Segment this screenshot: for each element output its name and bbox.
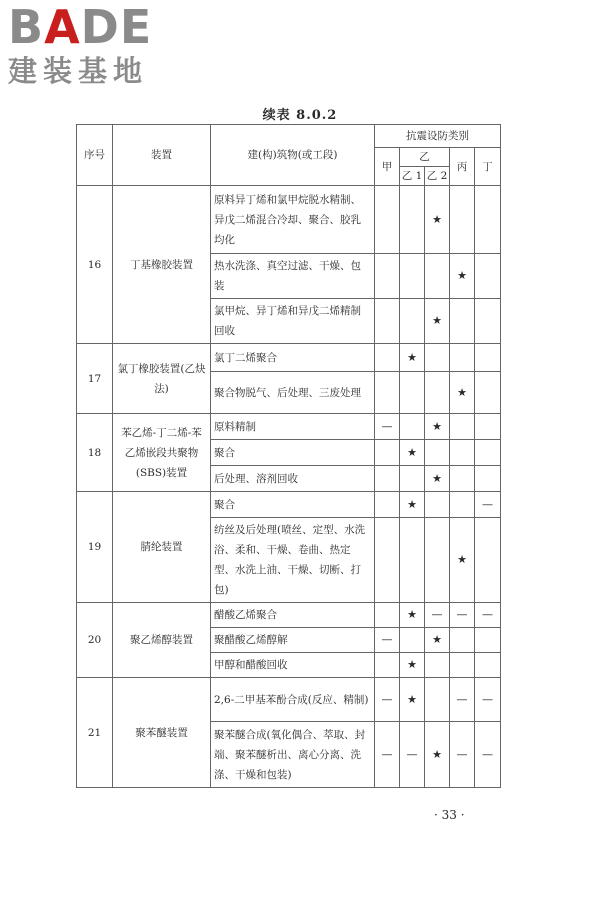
mark-ding: [475, 440, 501, 466]
row-seq-number: 19: [77, 492, 113, 603]
row-building-section: 原料精制: [211, 414, 375, 440]
header-jia: 甲: [375, 148, 400, 186]
seismic-category-table: [76, 124, 501, 788]
mark-bing: [450, 344, 475, 372]
mark-jia: [375, 492, 400, 518]
header-yi1: 乙 1: [400, 167, 425, 186]
mark-jia: —: [375, 628, 400, 653]
mark-yi2: [425, 492, 450, 518]
mark-jia: [375, 440, 400, 466]
row-building-section: 聚苯醚合成(氧化偶合、萃取、封端、聚苯醚析出、离心分离、洗涤、干燥和包装): [211, 722, 375, 788]
mark-ding: [475, 628, 501, 653]
mark-yi1: ★: [400, 653, 425, 678]
mark-yi2: ★: [425, 628, 450, 653]
mark-bing: [450, 466, 475, 492]
mark-yi1: [400, 299, 425, 344]
mark-yi1: ★: [400, 440, 425, 466]
mark-ding: [475, 466, 501, 492]
mark-yi1: ★: [400, 344, 425, 372]
row-seq-number: 20: [77, 603, 113, 678]
row-building-section: 聚合: [211, 492, 375, 518]
row-device-name: 聚苯醚装置: [113, 678, 211, 788]
row-building-section: 聚合物脱气、后处理、三废处理: [211, 372, 375, 414]
mark-yi1: ★: [400, 603, 425, 628]
mark-yi2: ★: [425, 466, 450, 492]
mark-ding: —: [475, 492, 501, 518]
mark-yi2: [425, 653, 450, 678]
header-device: 装置: [113, 125, 211, 186]
mark-yi2: —: [425, 603, 450, 628]
row-device-name: 苯乙烯-丁二烯-苯乙烯嵌段共聚物(SBS)装置: [113, 414, 211, 492]
row-device-name: 氯丁橡胶装置(乙炔法): [113, 344, 211, 414]
mark-bing: ★: [450, 518, 475, 603]
header-bing: 丙: [450, 148, 475, 186]
mark-yi1: ★: [400, 678, 425, 722]
mark-yi1: [400, 466, 425, 492]
mark-jia: —: [375, 678, 400, 722]
page-number: · 33 ·: [434, 808, 465, 822]
mark-yi2: [425, 254, 450, 299]
row-building-section: 氯丁二烯聚合: [211, 344, 375, 372]
mark-ding: —: [475, 722, 501, 788]
mark-bing: [450, 299, 475, 344]
row-seq-number: 21: [77, 678, 113, 788]
mark-bing: [450, 440, 475, 466]
mark-yi1: [400, 628, 425, 653]
mark-ding: [475, 653, 501, 678]
table-caption: 续表 8.0.2: [262, 108, 338, 123]
row-building-section: 2,6-二甲基苯酚合成(反应、精制): [211, 678, 375, 722]
mark-jia: [375, 466, 400, 492]
table-row: [77, 603, 501, 628]
mark-bing: ★: [450, 254, 475, 299]
table-row: [77, 414, 501, 440]
header-ding: 丁: [475, 148, 501, 186]
mark-bing: —: [450, 678, 475, 722]
mark-yi2: [425, 372, 450, 414]
table-row: [77, 344, 501, 372]
mark-ding: —: [475, 603, 501, 628]
mark-bing: [450, 414, 475, 440]
mark-yi1: [400, 372, 425, 414]
table-row: [77, 492, 501, 518]
row-building-section: 醋酸乙烯聚合: [211, 603, 375, 628]
mark-bing: [450, 186, 475, 254]
mark-ding: [475, 344, 501, 372]
row-device-name: 丁基橡胶装置: [113, 186, 211, 344]
logo: [8, 0, 208, 96]
mark-ding: —: [475, 678, 501, 722]
mark-jia: [375, 603, 400, 628]
mark-yi1: —: [400, 722, 425, 788]
mark-yi2: [425, 678, 450, 722]
mark-yi2: [425, 344, 450, 372]
logo-brand: BADE: [8, 0, 153, 54]
mark-yi1: [400, 186, 425, 254]
mark-jia: [375, 254, 400, 299]
mark-yi1: [400, 518, 425, 603]
row-seq-number: 16: [77, 186, 113, 344]
row-building-section: 热水洗涤、真空过滤、干燥、包装: [211, 254, 375, 299]
mark-jia: [375, 518, 400, 603]
mark-jia: [375, 186, 400, 254]
mark-ding: [475, 372, 501, 414]
row-building-section: 聚醋酸乙烯醇解: [211, 628, 375, 653]
mark-yi2: [425, 518, 450, 603]
row-seq-number: 18: [77, 414, 113, 492]
row-device-name: 腈纶装置: [113, 492, 211, 603]
mark-jia: —: [375, 414, 400, 440]
mark-jia: [375, 372, 400, 414]
mark-yi1: ★: [400, 492, 425, 518]
header-category: 抗震设防类别: [375, 125, 501, 148]
row-device-name: 聚乙烯醇装置: [113, 603, 211, 678]
header-building: 建(构)筑物(或工段): [211, 125, 375, 186]
mark-yi2: ★: [425, 299, 450, 344]
mark-jia: [375, 344, 400, 372]
mark-bing: [450, 653, 475, 678]
mark-bing: —: [450, 603, 475, 628]
mark-jia: [375, 653, 400, 678]
row-building-section: 聚合: [211, 440, 375, 466]
table-row: [77, 186, 501, 254]
row-building-section: 氯甲烷、异丁烯和异戊二烯精制回收: [211, 299, 375, 344]
mark-yi1: [400, 254, 425, 299]
row-building-section: 纺丝及后处理(喷丝、定型、水洗浴、柔和、干燥、卷曲、热定型、水洗上油、干燥、切断、打包): [211, 518, 375, 603]
mark-bing: [450, 628, 475, 653]
row-seq-number: 17: [77, 344, 113, 414]
mark-ding: [475, 254, 501, 299]
mark-bing: —: [450, 722, 475, 788]
header-seq: 序号: [77, 125, 113, 186]
mark-yi2: ★: [425, 186, 450, 254]
mark-bing: [450, 492, 475, 518]
mark-jia: [375, 299, 400, 344]
header-yi2: 乙 2: [425, 167, 450, 186]
row-building-section: 后处理、溶剂回收: [211, 466, 375, 492]
mark-bing: ★: [450, 372, 475, 414]
mark-ding: [475, 414, 501, 440]
mark-ding: [475, 186, 501, 254]
mark-yi2: [425, 440, 450, 466]
logo-subtitle: 建装基地: [8, 54, 149, 88]
mark-jia: —: [375, 722, 400, 788]
mark-ding: [475, 518, 501, 603]
mark-yi2: ★: [425, 414, 450, 440]
table-row: [77, 678, 501, 722]
row-building-section: 甲醇和醋酸回收: [211, 653, 375, 678]
mark-ding: [475, 299, 501, 344]
mark-yi1: [400, 414, 425, 440]
header-yi: 乙: [400, 148, 450, 167]
mark-yi2: ★: [425, 722, 450, 788]
row-building-section: 原料异丁烯和氯甲烷脱水精制、异戊二烯混合冷却、聚合、胶乳均化: [211, 186, 375, 254]
